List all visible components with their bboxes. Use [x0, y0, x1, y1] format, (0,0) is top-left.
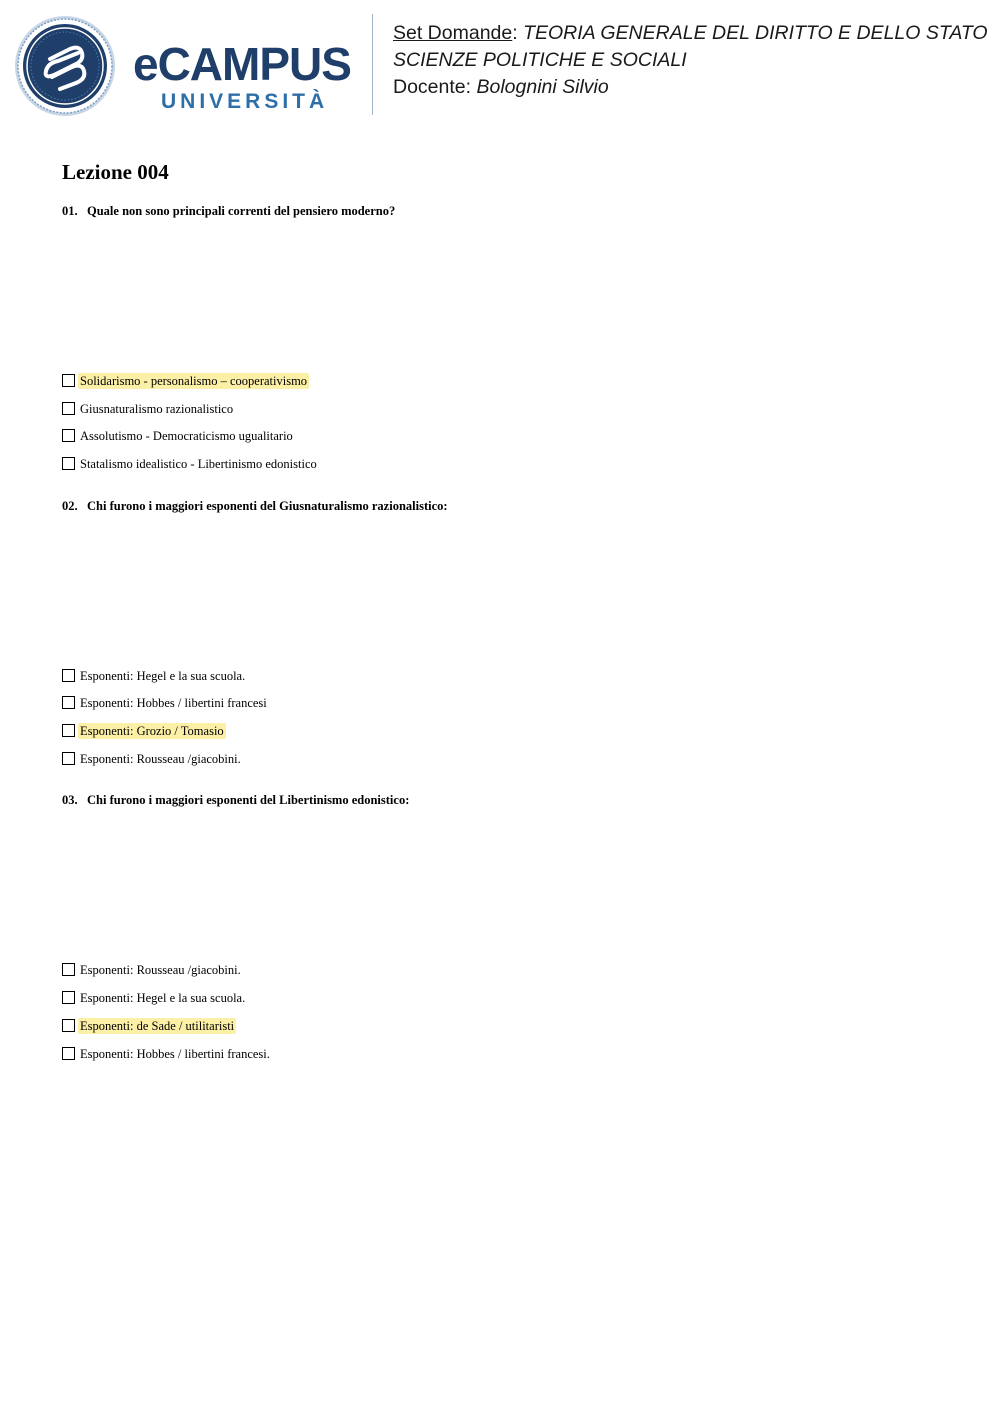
question-01	[62, 204, 395, 219]
question-number: 03.	[62, 793, 78, 807]
answer-checkbox[interactable]	[62, 429, 75, 442]
answer-text: Esponenti: Hegel e la sua scuola.	[80, 990, 246, 1005]
course-header-line1	[393, 20, 988, 47]
answer-checkbox[interactable]	[62, 991, 75, 1004]
answer-option[interactable]	[62, 1017, 236, 1034]
answer-checkbox[interactable]	[62, 669, 75, 682]
answer-checkbox[interactable]	[62, 724, 75, 737]
answer-option[interactable]	[62, 722, 226, 739]
answer-text: Esponenti: Rousseau /giacobini.	[80, 962, 241, 977]
question-number: 01.	[62, 204, 78, 218]
answer-option[interactable]	[62, 694, 269, 711]
ecampus-wordmark-logo	[133, 36, 355, 114]
answer-text: Statalismo idealistico - Libertinismo edonistico	[80, 456, 317, 471]
answer-text: Esponenti: Grozio / Tomasio	[80, 723, 224, 738]
answer-option[interactable]	[62, 400, 235, 417]
answer-text: Assolutismo - Democraticismo ugualitario	[80, 428, 293, 443]
question-text: Chi furono i maggiori esponenti del Giusnaturalismo razionalistico:	[87, 499, 448, 513]
answer-checkbox[interactable]	[62, 374, 75, 387]
ecampus-seal-logo	[14, 15, 116, 117]
lesson-title: Lezione 004	[62, 160, 169, 184]
question-02	[62, 499, 448, 514]
answer-option[interactable]	[62, 427, 295, 444]
teacher-name: Bolognini Silvio	[476, 76, 609, 98]
answer-checkbox[interactable]	[62, 696, 75, 709]
question-text: Chi furono i maggiori esponenti del Libertinismo edonistico:	[87, 793, 410, 807]
answer-checkbox[interactable]	[62, 457, 75, 470]
answer-option[interactable]	[62, 667, 247, 684]
answer-option[interactable]	[62, 1045, 272, 1062]
answer-text: Esponenti: Hobbes / libertini francesi.	[80, 1046, 270, 1061]
course-header	[393, 20, 988, 101]
answer-text: Esponenti: de Sade / utilitaristi	[80, 1018, 235, 1033]
brand-name-bottom: UNIVERSITÀ	[161, 90, 329, 113]
set-label: Set Domande	[393, 22, 513, 44]
answer-text: Esponenti: Hegel e la sua scuola.	[80, 668, 246, 683]
course-header-line2	[393, 47, 988, 74]
header-divider	[372, 14, 373, 115]
question-number: 02.	[62, 499, 78, 513]
answer-checkbox[interactable]	[62, 402, 75, 415]
course-title-line1: TEORIA GENERALE DEL DIRITTO E DELLO STATO	[523, 22, 988, 44]
answer-option[interactable]	[62, 961, 243, 978]
question-03	[62, 793, 409, 808]
answer-option[interactable]	[62, 455, 319, 472]
answer-option[interactable]	[62, 989, 247, 1006]
answer-text: Giusnaturalismo razionalistico	[80, 401, 234, 416]
answer-text: Solidarismo - personalismo – cooperativismo	[80, 373, 308, 388]
answer-checkbox[interactable]	[62, 1047, 75, 1060]
answer-checkbox[interactable]	[62, 752, 75, 765]
answer-option[interactable]	[62, 372, 309, 389]
course-title-line2: SCIENZE POLITICHE E SOCIALI	[393, 49, 687, 71]
brand-name-top: eCAMPUS	[133, 38, 351, 90]
teacher-label: Docente:	[393, 76, 472, 98]
course-header-line3	[393, 74, 988, 101]
answer-option[interactable]	[62, 750, 243, 767]
answer-text: Esponenti: Hobbes / libertini francesi	[80, 695, 267, 710]
answer-checkbox[interactable]	[62, 963, 75, 976]
answer-text: Esponenti: Rousseau /giacobini.	[80, 751, 241, 766]
question-text: Quale non sono principali correnti del pensiero moderno?	[87, 204, 396, 218]
answer-checkbox[interactable]	[62, 1019, 75, 1032]
set-separator: :	[512, 22, 518, 44]
